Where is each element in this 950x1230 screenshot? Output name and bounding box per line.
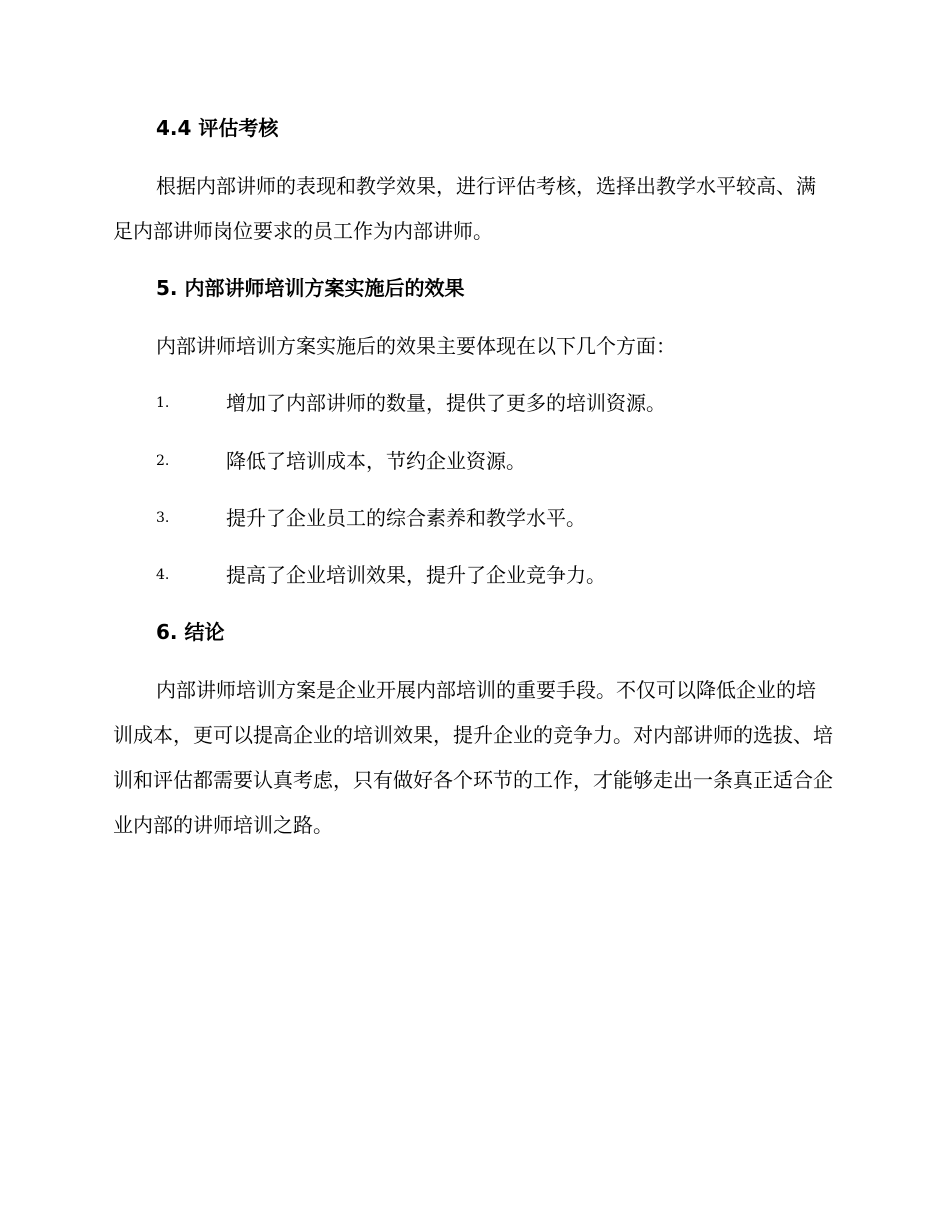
list-number: 3. <box>156 510 170 526</box>
section-5-intro: 内部讲师培训方案实施后的效果主要体现在以下几个方面： <box>156 334 676 358</box>
list-number: 1. <box>156 395 170 411</box>
list-number: 2. <box>156 453 170 469</box>
list-number: 4. <box>156 567 170 583</box>
list-item-text: 提升了企业员工的综合素养和教学水平。 <box>226 506 586 530</box>
section-6-paragraph: 内部讲师培训方案是企业开展内部培训的重要手段。不仅可以降低企业的培训成本，更可以提高企业的培训效果，提升企业的竞争力。对内部讲师的选拔、培训和评估都需要认真考虑，只有做好各个环节的工作，才能够走出一条真正适合企业内部的讲师培训之路。 <box>113 678 833 837</box>
section-heading-6: 6. 结论 <box>156 620 225 644</box>
section-heading-4-4: 4.4 评估考核 <box>156 116 279 140</box>
section-4-4-paragraph: 根据内部讲师的表现和教学效果，进行评估考核，选择出教学水平较高、满足内部讲师岗位要求的员工作为内部讲师。 <box>113 174 816 243</box>
list-item-text: 增加了内部讲师的数量，提供了更多的培训资源。 <box>226 391 666 415</box>
section-heading-5: 5. 内部讲师培训方案实施后的效果 <box>156 276 465 300</box>
list-item-text: 降低了培训成本，节约企业资源。 <box>226 449 526 473</box>
list-item-text: 提高了企业培训效果，提升了企业竞争力。 <box>226 563 606 587</box>
